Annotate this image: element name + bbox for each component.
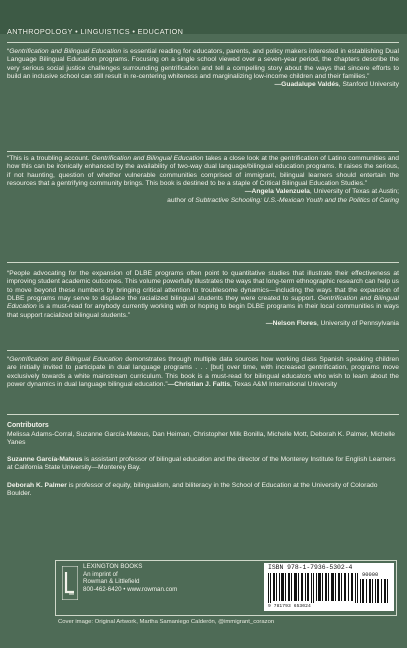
blurb-text: takes a close look at the gentrification of Latino communities and how this can be ironically enhanced by the availability of two-way dual language/bilingual education programs. It raises the serious, if not haunting, question of whether vulnerable communities comprised of immigrant, bilingual learners should entertain the resources that a gentrifying community brings. This book is destined to be a staple of Critical Bilingual Education Studies.” xyxy=(7,155,399,188)
book-title: Gentrification and Bilingual Education xyxy=(7,295,399,311)
addon-barcode-icon xyxy=(360,579,388,603)
cover-credit: Cover image: Original Artwork, Martha Samaniego Calderón, @immigrant_corazon xyxy=(58,619,275,625)
blurb-attribution xyxy=(7,81,399,89)
ean-digits: 9 781793 653024 xyxy=(268,604,311,609)
blurb-text: “ xyxy=(7,356,10,363)
blurb-affiliation: , Texas A&M International University xyxy=(230,381,337,389)
blurb-author: —Christian J. Faltis xyxy=(167,381,231,389)
blurb-2 xyxy=(7,155,399,205)
bio-name: Deborah K. Palmer xyxy=(7,482,67,489)
contributors-heading: Contributors xyxy=(7,422,49,429)
bio-2 xyxy=(7,482,399,499)
divider xyxy=(7,262,399,263)
blurb-1: “Gentrification and Bilingual Education is essential reading for educators, parents, and policy makers interested in establishing Dual Language Bilingual Education programs. Focusing on a single school viewed over a seven-year period, the chapters describe the very serious social justice challenges surrounding gentrification and tell a compelling story about the ways that sincere efforts to build an inclusive school can still result in re-centering whiteness and marginalizing low-income children and their families.” —Guadalupe Valdés, Stanford University xyxy=(7,48,399,89)
blurb-attribution xyxy=(7,188,399,196)
publisher-contact: 800-462-6420 • www.rowman.com xyxy=(83,585,178,593)
bio-1 xyxy=(7,456,399,473)
blurb-text: demonstrates through multiple data sources how working class Spanish speaking children are initially invited to participate in dual language programs . . . [but] over time, with increased gentrification, programs move exclusively towards a white mainstream curriculum. This book is a must-read for bilingual educators who wish to learn about the power dynamics in dual language bilingual education.” xyxy=(7,356,399,389)
divider xyxy=(7,414,399,415)
bio-text: is professor of equity, bilingualism, and biliteracy in the School of Education at the University of Colorado Boulder. xyxy=(7,482,378,498)
blurb-attribution xyxy=(7,320,399,328)
blurb-4 xyxy=(7,356,399,389)
lexington-logo-icon xyxy=(62,566,78,600)
blurb-text: is essential reading for educators, parents, and policy makers interested in establishing Dual Language Bilingual Education programs. Focusing on a single school viewed over a seven-year period, the chapters describe the very serious social justice challenges surrounding gentrification and tell a compelling story about the ways that sincere efforts to build an inclusive school can still result in re-centering whiteness and marginalizing low-income children and their families.” xyxy=(7,48,399,81)
blurb-affiliation: , Stanford University xyxy=(338,81,399,89)
publisher-parent: Rowman & Littlefield xyxy=(83,578,140,586)
blurb-author: —Guadalupe Valdés xyxy=(274,81,339,89)
blurb-text: is a must-read for anybody currently working with or hoping to begin DLBE programs in their local communities in ways that support racialized bilingual students.” xyxy=(7,303,399,319)
bio-name: Suzanne García-Mateus xyxy=(7,456,83,463)
blurb-affiliation: , University of Texas at Austin; xyxy=(309,188,399,196)
category-label: ANTHROPOLOGY • LINGUISTICS • EDUCATION xyxy=(7,27,184,36)
blurb-affiliation: , University of Pennsylvania xyxy=(316,320,399,328)
book-title: Gentrification and Bilingual Education xyxy=(9,48,122,55)
isbn-text: ISBN 978-1-7936-5302-4 xyxy=(268,564,353,571)
barcode-area xyxy=(264,563,394,611)
blurb-text: “This is a troubling account. xyxy=(7,155,92,162)
book-title: Gentrification and Bilingual Education xyxy=(91,155,204,162)
contributors-list: Melissa Adams-Corral, Suzanne García-Mateus, Dan Heiman, Christopher Milk Bonilla, Michelle Mott, Deborah K. Palmer, Michelle Yanes xyxy=(7,431,396,447)
divider xyxy=(7,151,399,152)
publisher-name: LEXINGTON BOOKS xyxy=(83,563,143,570)
bio-text: is assistant professor of bilingual education and the director of the Monterey Institute for English Learners at California State University—Monterey Bay. xyxy=(7,456,396,472)
divider xyxy=(7,42,399,43)
blurb-author: —Angela Valenzuela xyxy=(244,188,310,196)
blurb-attribution-line2: author of Subtractive Schooling: U.S.-Mexican Youth and the Politics of Caring xyxy=(167,196,399,204)
blurb-author: —Nelson Flores xyxy=(265,320,317,328)
divider xyxy=(7,350,399,351)
price-code: 90000 xyxy=(362,572,379,578)
publisher-info xyxy=(83,563,177,593)
ean-barcode-icon xyxy=(268,573,358,603)
book-title: Gentrification and Bilingual Education xyxy=(9,356,123,363)
publisher-imprint: An imprint of xyxy=(83,570,118,578)
blurb-text: “People advocating for the expansion of DLBE programs often point to quantitative studies that illustrate their effectiveness at improving student academic outcomes. This volume powerfully illustrates the ways that long-term ethnographic research can help us to move beyond these numbers by bringing critical attention to troublesome dynamics—including the ways that the expansion of DLBE programs may serve to displace the racialized bilingual students they were created to support. xyxy=(7,270,399,303)
book-title: Subtractive Schooling: U.S.-Mexican Youth and the Politics of Caring xyxy=(195,196,399,204)
blurb-3 xyxy=(7,270,399,328)
